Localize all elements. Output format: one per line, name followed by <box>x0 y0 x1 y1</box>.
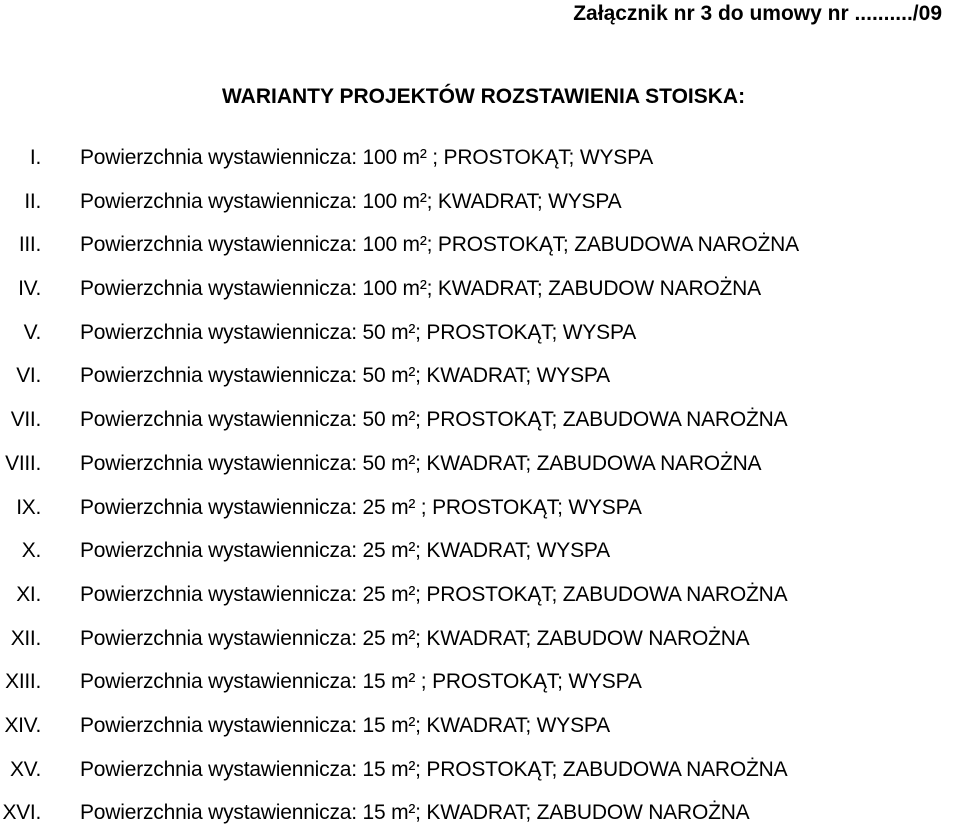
list-item <box>0 708 960 752</box>
list-item <box>0 227 960 271</box>
list-item <box>0 752 960 796</box>
list-item-numeral: X. <box>21 539 41 563</box>
list-item <box>0 271 960 315</box>
list-item-numeral: XI. <box>16 582 41 606</box>
list-item-numeral: III. <box>18 233 41 257</box>
list-item-text: Powierzchnia wystawiennicza: 100 m²; KWADRAT; WYSPA <box>80 189 622 213</box>
list-item-text: Powierzchnia wystawiennicza: 100 m² ; PROSTOKĄT; WYSPA <box>80 146 654 169</box>
list-item <box>0 358 960 402</box>
variants-list <box>0 140 960 839</box>
list-item <box>0 446 960 490</box>
list-item <box>0 577 960 621</box>
list-item <box>0 140 960 184</box>
list-item-numeral: IX. <box>16 495 41 519</box>
list-item-text: Powierzchnia wystawiennicza: 15 m²; PROSTOKĄT; ZABUDOWA NAROŻNA <box>80 757 788 781</box>
list-item <box>0 490 960 534</box>
list-item <box>0 664 960 708</box>
list-item-numeral: IV. <box>18 277 41 301</box>
list-item-text: Powierzchnia wystawiennicza: 100 m²; PROSTOKĄT; ZABUDOWA NAROŻNA <box>80 233 799 257</box>
list-item-text: Powierzchnia wystawiennicza: 25 m² ; PROSTOKĄT; WYSPA <box>80 495 642 519</box>
list-item-text: Powierzchnia wystawiennicza: 15 m²; KWADRAT; ZABUDOW NAROŻNA <box>80 801 750 825</box>
list-item-numeral: VI. <box>16 364 41 388</box>
list-item-numeral: XIII. <box>5 670 41 694</box>
list-item <box>0 315 960 359</box>
list-item-numeral: V. <box>23 320 41 344</box>
list-item <box>0 795 960 839</box>
list-item <box>0 533 960 577</box>
list-item-numeral: VIII. <box>5 451 41 475</box>
list-item-numeral: XII. <box>10 626 41 650</box>
list-item-text: Powierzchnia wystawiennicza: 25 m²; PROSTOKĄT; ZABUDOWA NAROŻNA <box>80 582 788 606</box>
list-item-numeral: II. <box>24 189 41 213</box>
list-item-text: Powierzchnia wystawiennicza: 25 m²; KWADRAT; WYSPA <box>80 539 610 563</box>
list-item-text: Powierzchnia wystawiennicza: 25 m²; KWADRAT; ZABUDOW NAROŻNA <box>80 626 750 650</box>
list-item-text: Powierzchnia wystawiennicza: 50 m²; KWADRAT; WYSPA <box>80 364 610 388</box>
list-item-text: Powierzchnia wystawiennicza: 50 m²; PROSTOKĄT; WYSPA <box>80 320 637 344</box>
list-item-text: Powierzchnia wystawiennicza: 100 m²; KWADRAT; ZABUDOW NAROŻNA <box>80 277 761 301</box>
page-title: WARIANTY PROJEKTÓW ROZSTAWIENIA STOISKA: <box>222 85 746 108</box>
list-item-text: Powierzchnia wystawiennicza: 50 m²; KWADRAT; ZABUDOWA NAROŻNA <box>80 451 762 475</box>
list-item-numeral: VII. <box>10 408 41 432</box>
list-item-numeral: XIV. <box>4 713 41 737</box>
list-item-numeral: XVI. <box>2 801 41 825</box>
list-item <box>0 184 960 228</box>
list-item <box>0 621 960 665</box>
list-item-text: Powierzchnia wystawiennicza: 15 m² ; PROSTOKĄT; WYSPA <box>80 670 642 694</box>
list-item-text: Powierzchnia wystawiennicza: 50 m²; PROSTOKĄT; ZABUDOWA NAROŻNA <box>80 408 788 432</box>
list-item <box>0 402 960 446</box>
list-item-numeral: XV. <box>9 757 41 781</box>
list-item-numeral: I. <box>29 146 41 169</box>
list-item-text: Powierzchnia wystawiennicza: 15 m²; KWADRAT; WYSPA <box>80 713 610 737</box>
annex-header: Załącznik nr 3 do umowy nr ........../09 <box>573 2 942 25</box>
